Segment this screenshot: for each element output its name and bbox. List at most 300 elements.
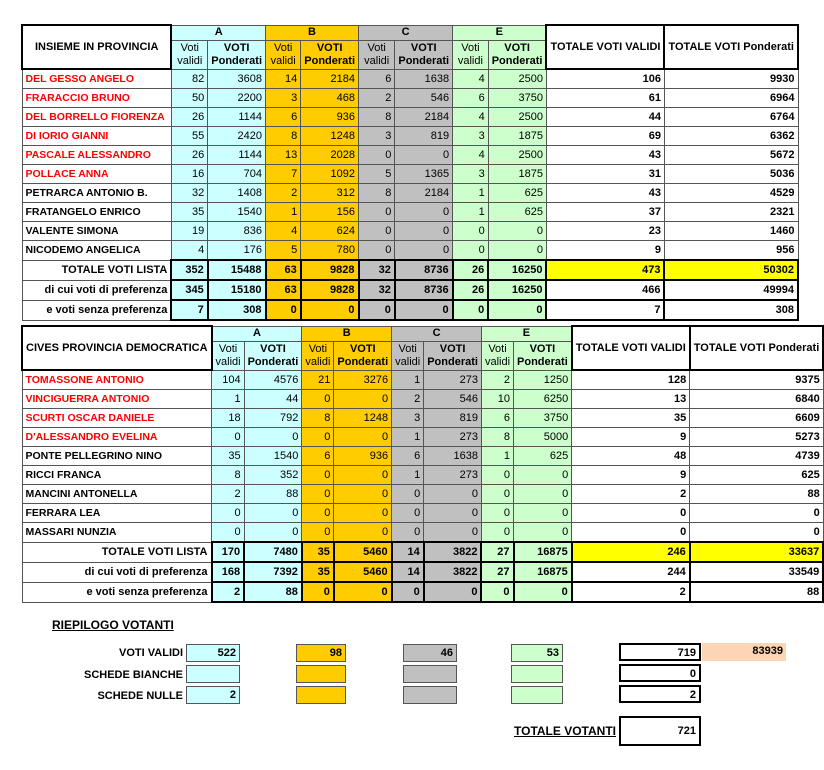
vote-cell: 16 xyxy=(171,165,207,184)
candidate-name: DEL BORRELLO FIORENZA xyxy=(22,108,171,127)
vote-cell: 0 xyxy=(395,146,453,165)
summary-cell: 168 xyxy=(212,562,245,582)
summary-cell: 0 xyxy=(334,582,392,602)
vote-cell: 0 xyxy=(302,428,334,447)
summary-cell: 49994 xyxy=(664,280,798,300)
candidate-name: FRARACCIO BRUNO xyxy=(22,89,171,108)
vote-cell: 3608 xyxy=(208,69,266,89)
vote-cell: 0 xyxy=(395,203,453,222)
summary-row-totale xyxy=(22,542,823,562)
vote-cell: 0 xyxy=(359,241,395,261)
summary-cell: 32 xyxy=(359,260,395,280)
summary-cell: 16875 xyxy=(514,542,572,562)
riepilogo-e-validi: 53 xyxy=(511,644,563,662)
schede-nulle-label: SCHEDE NULLE xyxy=(97,690,183,702)
vote-cell: 0 xyxy=(302,390,334,409)
vote-cell: 1 xyxy=(453,203,489,222)
totale-votanti-label: TOTALE VOTANTI xyxy=(514,724,616,738)
vote-cell: 2 xyxy=(266,184,301,203)
vote-cell: 6362 xyxy=(664,127,798,146)
vote-cell: 1540 xyxy=(244,447,302,466)
summary-label-senza: e voti senza preferenza xyxy=(22,300,171,320)
column-group-e: E xyxy=(453,25,547,40)
vote-cell: 6 xyxy=(266,108,301,127)
vote-cell: 6 xyxy=(359,69,395,89)
vote-cell: 0 xyxy=(212,428,245,447)
vote-cell: 1638 xyxy=(395,69,453,89)
summary-cell: 27 xyxy=(481,542,513,562)
vote-cell: 0 xyxy=(244,504,302,523)
vote-cell: 312 xyxy=(301,184,359,203)
riepilogo-b-validi: 98 xyxy=(296,644,346,662)
candidate-name: D'ALESSANDRO EVELINA xyxy=(22,428,212,447)
summary-cell: 16250 xyxy=(488,280,546,300)
voti-validi-subheader: Voti validi xyxy=(453,40,489,69)
vote-cell: 0 xyxy=(244,523,302,543)
vote-cell: 8 xyxy=(359,108,395,127)
vote-cell: 8 xyxy=(212,466,245,485)
summary-label-totale: TOTALE VOTI LISTA xyxy=(22,542,212,562)
vote-cell: 1540 xyxy=(208,203,266,222)
vote-cell: 1250 xyxy=(514,370,572,390)
vote-cell: 0 xyxy=(514,504,572,523)
summary-row-preferenza xyxy=(22,562,823,582)
vote-cell: 8 xyxy=(481,428,513,447)
table-row xyxy=(22,409,823,428)
vote-cell: 1144 xyxy=(208,108,266,127)
table-row xyxy=(22,466,823,485)
voti-validi-subheader: Voti validi xyxy=(171,40,207,69)
vote-cell: 4 xyxy=(453,108,489,127)
riepilogo-b-nulle xyxy=(296,686,346,704)
summary-row-totale xyxy=(22,260,798,280)
vote-cell: 35 xyxy=(212,447,245,466)
vote-cell: 0 xyxy=(481,466,513,485)
vote-cell: 0 xyxy=(334,428,392,447)
vote-cell: 273 xyxy=(424,466,482,485)
vote-cell: 0 xyxy=(302,466,334,485)
vote-cell: 1248 xyxy=(334,409,392,428)
voti-ponderati-subheader: VOTI Ponderati xyxy=(424,341,482,370)
vote-cell: 3 xyxy=(266,89,301,108)
summary-cell: 33637 xyxy=(690,542,824,562)
vote-cell: 956 xyxy=(664,241,798,261)
summary-cell: 16875 xyxy=(514,562,572,582)
candidate-name: POLLACE ANNA xyxy=(22,165,171,184)
summary-cell: 0 xyxy=(424,582,482,602)
vote-cell: 5000 xyxy=(514,428,572,447)
vote-cell: 21 xyxy=(302,370,334,390)
voti-validi-subheader: Voti validi xyxy=(266,40,301,69)
summary-cell: 88 xyxy=(244,582,302,602)
summary-cell: 7480 xyxy=(244,542,302,562)
vote-cell: 0 xyxy=(424,485,482,504)
vote-cell: 0 xyxy=(395,241,453,261)
vote-cell: 0 xyxy=(453,241,489,261)
vote-cell: 4 xyxy=(453,146,489,165)
vote-cell: 3750 xyxy=(514,409,572,428)
vote-cell: 819 xyxy=(395,127,453,146)
table-row xyxy=(22,203,798,222)
vote-cell: 5036 xyxy=(664,165,798,184)
summary-cell: 5460 xyxy=(334,562,392,582)
vote-cell: 1638 xyxy=(424,447,482,466)
summary-cell: 26 xyxy=(453,260,489,280)
vote-cell: 50 xyxy=(171,89,207,108)
vote-cell: 6 xyxy=(481,409,513,428)
vote-cell: 35 xyxy=(572,409,690,428)
vote-cell: 6609 xyxy=(690,409,824,428)
column-group-a: A xyxy=(171,25,265,40)
summary-row-senza xyxy=(22,582,823,602)
totale-voti-validi-header: TOTALE VOTI VALIDI xyxy=(572,326,690,370)
vote-cell: 2500 xyxy=(488,108,546,127)
vote-cell: 6840 xyxy=(690,390,824,409)
vote-cell: 780 xyxy=(301,241,359,261)
riepilogo-tot-nulle: 2 xyxy=(619,685,701,703)
vote-cell: 43 xyxy=(546,146,664,165)
vote-cell: 1875 xyxy=(488,165,546,184)
vote-cell: 0 xyxy=(334,485,392,504)
vote-cell: 4739 xyxy=(690,447,824,466)
vote-cell: 0 xyxy=(334,390,392,409)
candidate-name: VINCIGUERRA ANTONIO xyxy=(22,390,212,409)
vote-cell: 3 xyxy=(453,127,489,146)
voti-validi-subheader: Voti validi xyxy=(359,40,395,69)
voti-validi-subheader: Voti validi xyxy=(302,341,334,370)
vote-cell: 2184 xyxy=(395,108,453,127)
list-title: INSIEME IN PROVINCIA xyxy=(22,25,171,69)
summary-cell: 308 xyxy=(664,300,798,320)
vote-cell: 2200 xyxy=(208,89,266,108)
vote-cell: 9 xyxy=(572,466,690,485)
vote-cell: 624 xyxy=(301,222,359,241)
summary-cell: 33549 xyxy=(690,562,824,582)
vote-cell: 2 xyxy=(212,485,245,504)
vote-cell: 0 xyxy=(690,504,824,523)
vote-cell: 7 xyxy=(266,165,301,184)
column-group-c: C xyxy=(359,25,453,40)
vote-cell: 2 xyxy=(359,89,395,108)
vote-cell: 37 xyxy=(546,203,664,222)
list-table-insieme xyxy=(21,24,799,321)
candidate-name: FRATANGELO ENRICO xyxy=(22,203,171,222)
vote-cell: 3276 xyxy=(334,370,392,390)
riepilogo-c-bianche xyxy=(403,665,457,683)
summary-cell: 7 xyxy=(546,300,664,320)
summary-row-preferenza xyxy=(22,280,798,300)
vote-cell: 0 xyxy=(244,428,302,447)
column-group-a: A xyxy=(212,326,302,341)
vote-cell: 18 xyxy=(212,409,245,428)
summary-cell: 0 xyxy=(453,300,489,320)
riepilogo-e-nulle xyxy=(511,686,563,704)
vote-cell: 0 xyxy=(302,504,334,523)
summary-label-senza: e voti senza preferenza xyxy=(22,582,212,602)
candidate-name: SCURTI OSCAR DANIELE xyxy=(22,409,212,428)
summary-cell: 35 xyxy=(302,562,334,582)
vote-cell: 352 xyxy=(244,466,302,485)
voti-ponderati-subheader: VOTI Ponderati xyxy=(395,40,453,69)
summary-cell: 15488 xyxy=(208,260,266,280)
summary-cell: 35 xyxy=(302,542,334,562)
vote-cell: 0 xyxy=(359,222,395,241)
vote-cell: 546 xyxy=(424,390,482,409)
vote-cell: 468 xyxy=(301,89,359,108)
vote-cell: 819 xyxy=(424,409,482,428)
table-row xyxy=(22,390,823,409)
summary-cell: 0 xyxy=(266,300,301,320)
vote-cell: 0 xyxy=(514,523,572,543)
vote-cell: 0 xyxy=(481,485,513,504)
vote-cell: 0 xyxy=(690,523,824,543)
vote-cell: 14 xyxy=(266,69,301,89)
riepilogo-a-bianche xyxy=(186,665,240,683)
vote-cell: 8 xyxy=(266,127,301,146)
summary-cell: 32 xyxy=(359,280,395,300)
column-group-b: B xyxy=(266,25,359,40)
summary-cell: 308 xyxy=(208,300,266,320)
voti-ponderati-subheader: VOTI Ponderati xyxy=(301,40,359,69)
candidate-name: DI IORIO GIANNI xyxy=(22,127,171,146)
vote-cell: 4529 xyxy=(664,184,798,203)
vote-cell: 0 xyxy=(359,146,395,165)
vote-cell: 128 xyxy=(572,370,690,390)
summary-label-preferenza: di cui voti di preferenza xyxy=(22,280,171,300)
vote-cell: 2028 xyxy=(301,146,359,165)
vote-cell: 48 xyxy=(572,447,690,466)
table-row xyxy=(22,241,798,261)
candidate-name: MASSARI NUNZIA xyxy=(22,523,212,543)
vote-cell: 936 xyxy=(301,108,359,127)
vote-cell: 1408 xyxy=(208,184,266,203)
table-row xyxy=(22,89,798,108)
summary-cell: 9828 xyxy=(301,280,359,300)
vote-cell: 0 xyxy=(392,504,424,523)
vote-cell: 3 xyxy=(392,409,424,428)
vote-cell: 6 xyxy=(302,447,334,466)
vote-cell: 5672 xyxy=(664,146,798,165)
candidate-name: PONTE PELLEGRINO NINO xyxy=(22,447,212,466)
vote-cell: 625 xyxy=(514,447,572,466)
vote-cell: 0 xyxy=(572,523,690,543)
voti-validi-subheader: Voti validi xyxy=(392,341,424,370)
vote-cell: 1 xyxy=(481,447,513,466)
vote-cell: 1 xyxy=(266,203,301,222)
summary-cell: 473 xyxy=(546,260,664,280)
candidate-name: DEL GESSO ANGELO xyxy=(22,69,171,89)
table-row xyxy=(22,485,823,504)
riepilogo-c-nulle xyxy=(403,686,457,704)
column-group-e: E xyxy=(481,326,571,341)
vote-cell: 55 xyxy=(171,127,207,146)
vote-cell: 2420 xyxy=(208,127,266,146)
vote-cell: 82 xyxy=(171,69,207,89)
vote-cell: 35 xyxy=(171,203,207,222)
vote-cell: 0 xyxy=(392,523,424,543)
vote-cell: 13 xyxy=(266,146,301,165)
summary-cell: 50302 xyxy=(664,260,798,280)
table-row xyxy=(22,428,823,447)
vote-cell: 26 xyxy=(171,108,207,127)
candidate-name: NICODEMO ANGELICA xyxy=(22,241,171,261)
summary-cell: 170 xyxy=(212,542,245,562)
vote-cell: 26 xyxy=(171,146,207,165)
vote-cell: 0 xyxy=(212,504,245,523)
summary-cell: 0 xyxy=(392,582,424,602)
summary-cell: 5460 xyxy=(334,542,392,562)
summary-cell: 466 xyxy=(546,280,664,300)
summary-cell: 16250 xyxy=(488,260,546,280)
vote-cell: 1092 xyxy=(301,165,359,184)
vote-cell: 9 xyxy=(572,428,690,447)
vote-cell: 106 xyxy=(546,69,664,89)
summary-cell: 3822 xyxy=(424,562,482,582)
vote-cell: 0 xyxy=(392,485,424,504)
voti-ponderati-subheader: VOTI Ponderati xyxy=(334,341,392,370)
vote-cell: 156 xyxy=(301,203,359,222)
table-row xyxy=(22,184,798,203)
table-row xyxy=(22,165,798,184)
vote-cell: 0 xyxy=(302,523,334,543)
summary-cell: 2 xyxy=(212,582,245,602)
vote-cell: 9930 xyxy=(664,69,798,89)
vote-cell: 43 xyxy=(546,184,664,203)
vote-cell: 273 xyxy=(424,370,482,390)
vote-cell: 0 xyxy=(302,485,334,504)
vote-cell: 0 xyxy=(334,523,392,543)
summary-cell: 0 xyxy=(514,582,572,602)
vote-cell: 2 xyxy=(481,370,513,390)
vote-cell: 0 xyxy=(334,504,392,523)
vote-cell: 2500 xyxy=(488,146,546,165)
vote-cell: 0 xyxy=(514,466,572,485)
vote-cell: 2184 xyxy=(395,184,453,203)
riepilogo-title: RIEPILOGO VOTANTI xyxy=(52,618,174,632)
summary-cell: 2 xyxy=(572,582,690,602)
vote-cell: 836 xyxy=(208,222,266,241)
table-row xyxy=(22,447,823,466)
voti-validi-label: VOTI VALIDI xyxy=(119,647,183,659)
vote-cell: 32 xyxy=(171,184,207,203)
vote-cell: 1 xyxy=(392,428,424,447)
column-group-b: B xyxy=(302,326,392,341)
riepilogo-tot-validi: 719 xyxy=(619,643,701,661)
candidate-name: VALENTE SIMONA xyxy=(22,222,171,241)
vote-cell: 0 xyxy=(424,523,482,543)
candidate-name: PASCALE ALESSANDRO xyxy=(22,146,171,165)
summary-cell: 244 xyxy=(572,562,690,582)
table-row xyxy=(22,222,798,241)
vote-cell: 0 xyxy=(488,222,546,241)
summary-cell: 14 xyxy=(392,562,424,582)
candidate-name: FERRARA LEA xyxy=(22,504,212,523)
vote-cell: 1 xyxy=(392,466,424,485)
vote-cell: 44 xyxy=(546,108,664,127)
summary-cell: 0 xyxy=(481,582,513,602)
table-row xyxy=(22,127,798,146)
voti-validi-subheader: Voti validi xyxy=(212,341,245,370)
summary-cell: 15180 xyxy=(208,280,266,300)
vote-cell: 13 xyxy=(572,390,690,409)
list-table-cives xyxy=(21,325,824,603)
summary-cell: 0 xyxy=(488,300,546,320)
vote-cell: 61 xyxy=(546,89,664,108)
table-row xyxy=(22,523,823,543)
vote-cell: 625 xyxy=(488,203,546,222)
vote-cell: 1248 xyxy=(301,127,359,146)
candidate-name: TOMASSONE ANTONIO xyxy=(22,370,212,390)
vote-cell: 625 xyxy=(690,466,824,485)
riepilogo-e-bianche xyxy=(511,665,563,683)
vote-cell: 0 xyxy=(481,523,513,543)
vote-cell: 5 xyxy=(266,241,301,261)
vote-cell: 0 xyxy=(424,504,482,523)
totale-voti-ponderati-header: TOTALE VOTI Ponderati xyxy=(690,326,824,370)
schede-bianche-label: SCHEDE BIANCHE xyxy=(83,669,183,681)
candidate-name: PETRARCA ANTONIO B. xyxy=(22,184,171,203)
vote-cell: 6764 xyxy=(664,108,798,127)
vote-cell: 6250 xyxy=(514,390,572,409)
summary-cell: 8736 xyxy=(395,280,453,300)
vote-cell: 31 xyxy=(546,165,664,184)
voti-ponderati-subheader: VOTI Ponderati xyxy=(514,341,572,370)
vote-cell: 1 xyxy=(453,184,489,203)
vote-cell: 3750 xyxy=(488,89,546,108)
vote-cell: 704 xyxy=(208,165,266,184)
vote-cell: 1144 xyxy=(208,146,266,165)
riepilogo-b-bianche xyxy=(296,665,346,683)
vote-cell: 0 xyxy=(395,222,453,241)
vote-cell: 625 xyxy=(488,184,546,203)
summary-cell: 0 xyxy=(301,300,359,320)
vote-cell: 69 xyxy=(546,127,664,146)
vote-cell: 4 xyxy=(453,69,489,89)
vote-cell: 23 xyxy=(546,222,664,241)
totale-votanti-value: 721 xyxy=(619,716,701,746)
riepilogo-tot-bianche: 0 xyxy=(619,664,701,682)
vote-cell: 2 xyxy=(392,390,424,409)
summary-cell: 7 xyxy=(171,300,207,320)
vote-cell: 4 xyxy=(266,222,301,241)
vote-cell: 546 xyxy=(395,89,453,108)
candidate-name: RICCI FRANCA xyxy=(22,466,212,485)
summary-cell: 246 xyxy=(572,542,690,562)
vote-cell: 88 xyxy=(244,485,302,504)
column-group-c: C xyxy=(392,326,482,341)
vote-cell: 0 xyxy=(212,523,245,543)
vote-cell: 1 xyxy=(212,390,245,409)
voti-ponderati-subheader: VOTI Ponderati xyxy=(488,40,546,69)
summary-cell: 27 xyxy=(481,562,513,582)
summary-cell: 0 xyxy=(359,300,395,320)
voti-ponderati-subheader: VOTI Ponderati xyxy=(244,341,302,370)
vote-cell: 6 xyxy=(453,89,489,108)
summary-cell: 9828 xyxy=(301,260,359,280)
summary-cell: 8736 xyxy=(395,260,453,280)
vote-cell: 6 xyxy=(392,447,424,466)
summary-row-senza xyxy=(22,300,798,320)
table-row xyxy=(22,108,798,127)
summary-cell: 63 xyxy=(266,280,301,300)
vote-cell: 2184 xyxy=(301,69,359,89)
vote-cell: 5 xyxy=(359,165,395,184)
vote-cell: 0 xyxy=(572,504,690,523)
vote-cell: 0 xyxy=(334,466,392,485)
vote-cell: 0 xyxy=(481,504,513,523)
vote-cell: 8 xyxy=(359,184,395,203)
vote-cell: 9375 xyxy=(690,370,824,390)
